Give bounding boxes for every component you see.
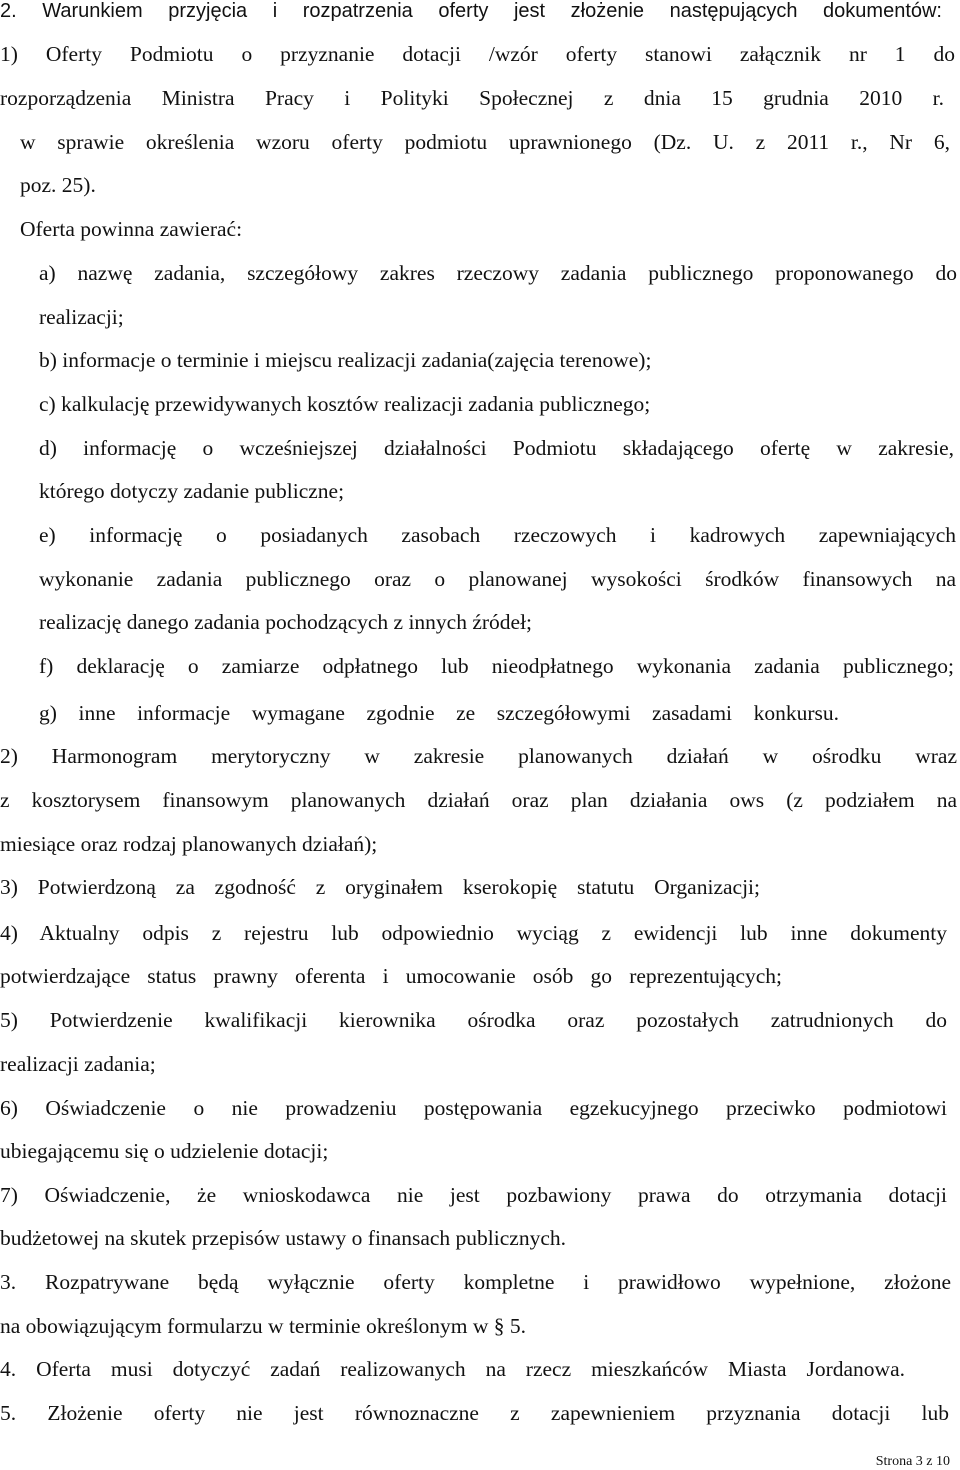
- text-line: 5) Potwierdzenie kwalifikacji kierownika ośrodka oraz pozostałych zatrudnionych do: [0, 1008, 947, 1032]
- text-line: e) informację o posiadanych zasobach rzeczowych i kadrowych zapewniających: [39, 523, 956, 547]
- text-line: c) kalkulację przewidywanych kosztów realizacji zadania publicznego;: [39, 392, 651, 416]
- text-line: z kosztorysem finansowym planowanych działań oraz plan działania ows (z podziałem na: [0, 788, 957, 812]
- text-line: 1) Oferty Podmiotu o przyznanie dotacji /wzór oferty stanowi załącznik nr 1 do: [0, 42, 955, 66]
- text-line: d) informację o wcześniejszej działalności Podmiotu składającego ofertę w zakresie,: [39, 436, 954, 460]
- text-line: miesiące oraz rodzaj planowanych działań);: [0, 832, 378, 856]
- text-line: 4. Oferta musi dotyczyć zadań realizowanych na rzecz mieszkańców Miasta Jordanowa.: [0, 1357, 905, 1381]
- text-line: Oferta powinna zawierać:: [20, 217, 243, 241]
- text-line: f) deklarację o zamiarze odpłatnego lub nieodpłatnego wykonania zadania publicznego;: [39, 654, 954, 678]
- text-line: 5. Złożenie oferty nie jest równoznaczne z zapewnieniem przyznania dotacji lub: [0, 1401, 949, 1425]
- text-line: b) informacje o terminie i miejscu realizacji zadania(zajęcia terenowe);: [39, 348, 652, 372]
- text-line: potwierdzające status prawny oferenta i umocowanie osób go reprezentujących;: [0, 964, 782, 988]
- text-line: 2. Warunkiem przyjęcia i rozpatrzenia oferty jest złożenie następujących dokumentów:: [0, 0, 942, 22]
- text-line: realizacji;: [39, 305, 124, 329]
- text-line: 4) Aktualny odpis z rejestru lub odpowiednio wyciąg z ewidencji lub inne dokumenty: [0, 921, 947, 945]
- page-number-footer: Strona 3 z 10: [875, 1454, 950, 1469]
- text-line: 3) Potwierdzoną za zgodność z oryginałem kserokopię statutu Organizacji;: [0, 875, 760, 899]
- text-line: realizację danego zadania pochodzących z innych źródeł;: [39, 610, 533, 634]
- text-line: budżetowej na skutek przepisów ustawy o finansach publicznych.: [0, 1226, 567, 1250]
- text-line: 3. Rozpatrywane będą wyłącznie oferty kompletne i prawidłowo wypełnione, złożone: [0, 1270, 951, 1294]
- text-line: którego dotyczy zadanie publiczne;: [39, 479, 345, 503]
- text-line: 2) Harmonogram merytoryczny w zakresie planowanych działań w ośrodku wraz: [0, 744, 957, 768]
- text-line: w sprawie określenia wzoru oferty podmiotu uprawnionego (Dz. U. z 2011 r., Nr 6,: [20, 130, 950, 154]
- text-line: rozporządzenia Ministra Pracy i Polityki Społecznej z dnia 15 grudnia 2010 r.: [0, 86, 944, 110]
- text-line: g) inne informacje wymagane zgodnie ze szczegółowymi zasadami konkursu.: [39, 701, 839, 725]
- text-line: realizacji zadania;: [0, 1052, 156, 1076]
- text-line: na obowiązującym formularzu w terminie określonym w § 5.: [0, 1314, 527, 1338]
- text-line: 6) Oświadczenie o nie prowadzeniu postępowania egzekucyjnego przeciwko podmiotowi: [0, 1096, 947, 1120]
- text-line: a) nazwę zadania, szczegółowy zakres rzeczowy zadania publicznego proponowanego do: [39, 261, 957, 285]
- text-line: wykonanie zadania publicznego oraz o planowanej wysokości środków finansowych na: [39, 567, 956, 591]
- text-line: 7) Oświadczenie, że wnioskodawca nie jest pozbawiony prawa do otrzymania dotacji: [0, 1183, 947, 1207]
- text-line: poz. 25).: [20, 173, 96, 197]
- text-line: ubiegającemu się o udzielenie dotacji;: [0, 1139, 329, 1163]
